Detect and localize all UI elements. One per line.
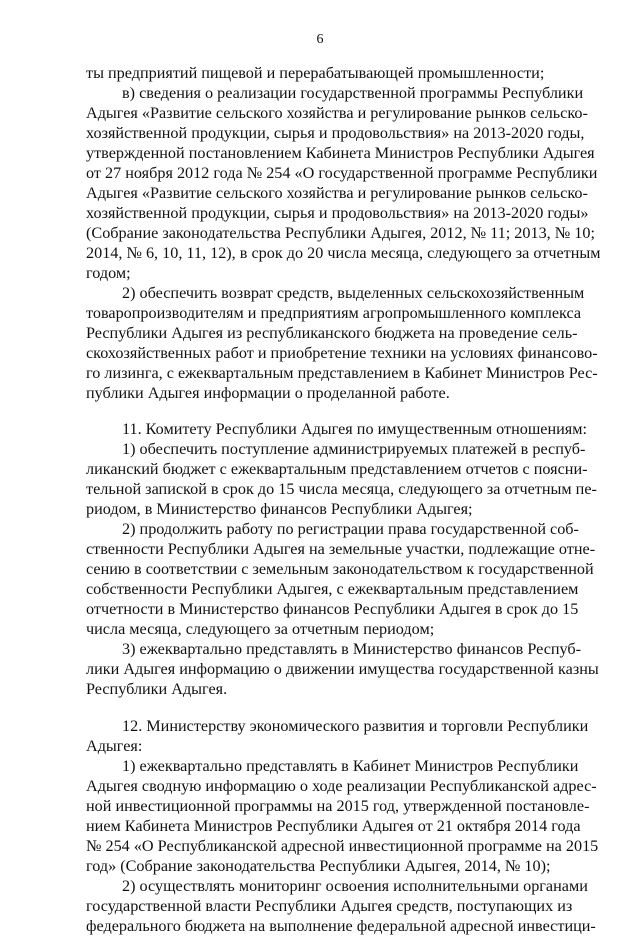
text-line: скохозяйственных работ и приобретение техники на условиях финансово- (86, 344, 598, 362)
text-line: хозяйственной продукции, сырья и продовольствия» на 2013-2020 годы, (86, 124, 585, 142)
text-line: числа месяца, следующего за отчетным периодом; (86, 620, 435, 638)
text-line: товаропроизводителям и предприятиям агропромышленного комплекса (86, 304, 582, 322)
text-line: 1) ежеквартально представлять в Кабинет Министров Республики (122, 757, 579, 775)
text-line: Республики Адыгея. (86, 680, 228, 698)
page-number: 6 (316, 32, 324, 47)
section-heading: 12. Министерству экономического развития и торговли Республики (122, 717, 589, 735)
text-line: ликанский бюджет с ежеквартальным представлением отчетов с поясни- (86, 460, 588, 478)
text-line: Адыгея «Развитие сельского хозяйства и регулирование рынков сельско- (86, 184, 588, 202)
text-line: 2014, № 6, 10, 11, 12), в срок до 20 числа месяца, следующего за отчетным (86, 244, 601, 262)
text-line: отчетности в Министерство финансов Республики Адыгея в срок до 15 (86, 600, 579, 618)
text-line: 2) осуществлять мониторинг освоения исполнительными органами (122, 877, 588, 895)
text-line: ственности Республики Адыгея на земельные участки, подлежащие отне- (86, 540, 596, 558)
text-line: ной инвестиционной программы на 2015 год, утвержденной постановле- (86, 797, 590, 815)
section-heading: 11. Комитету Республики Адыгея по имущественным отношениям: (122, 420, 587, 438)
text-line: 2) обеспечить возврат средств, выделенных сельскохозяйственным (122, 284, 585, 302)
text-line: лики Адыгея информацию о движении имущества государственной казны (86, 660, 599, 678)
text-line: тельной запиской в срок до 15 числа месяца, следующего за отчетным пе- (86, 480, 597, 498)
text-line: Адыгея «Развитие сельского хозяйства и регулирование рынков сельско- (86, 104, 588, 122)
text-line: в) сведения о реализации государственной программы Республики (122, 84, 584, 102)
text-line: публики Адыгея информации о проделанной работе. (86, 384, 450, 402)
text-line: нием Кабинета Министров Республики Адыгея от 21 октября 2014 года (86, 817, 581, 835)
text-line: 2) продолжить работу по регистрации права государственной соб- (122, 520, 579, 538)
text-line: сению в соответствии с земельным законодательством к государственной (86, 560, 594, 578)
text-line: год» (Собрание законодательства Республики Адыгея, 2014, № 10); (86, 857, 551, 875)
text-line: собственности Республики Адыгея, с ежеквартальным представлением (86, 580, 579, 598)
text-line: ты предприятий пищевой и перерабатывающей промышленности; (86, 64, 545, 82)
text-line: хозяйственной продукции, сырья и продовольствия» на 2013-2020 годы» (86, 204, 589, 222)
text-line: утвержденной постановлением Кабинета Министров Республики Адыгея (86, 144, 595, 162)
text-line: № 254 «О Республиканской адресной инвестиционной программе на 2015 (86, 837, 599, 855)
text-line: государственной власти Республики Адыгея средств, поступающих из (86, 897, 573, 915)
text-line: федерального бюджета на выполнение федеральной адресной инвестици- (86, 917, 596, 935)
text-line: Адыгея сводную информацию о ходе реализации Республиканской адрес- (86, 777, 597, 795)
text-line: (Собрание законодательства Республики Адыгея, 2012, № 11; 2013, № 10; (86, 224, 595, 242)
text-line: годом; (86, 264, 131, 282)
text-line: Республики Адыгея из республиканского бюджета на проведение сель- (86, 324, 578, 342)
text-line: риодом, в Министерство финансов Республики Адыгея; (86, 500, 473, 518)
text-line: го лизинга, с ежеквартальным представлением в Кабинет Министров Рес- (86, 364, 598, 382)
text-line: 3) ежеквартально представлять в Министерство финансов Респуб- (122, 640, 582, 658)
text-line: Адыгея: (86, 737, 143, 755)
text-line: 1) обеспечить поступление администрируемых платежей в респуб- (122, 440, 586, 458)
text-line: от 27 ноября 2012 года № 254 «О государственной программе Республики (86, 164, 598, 182)
